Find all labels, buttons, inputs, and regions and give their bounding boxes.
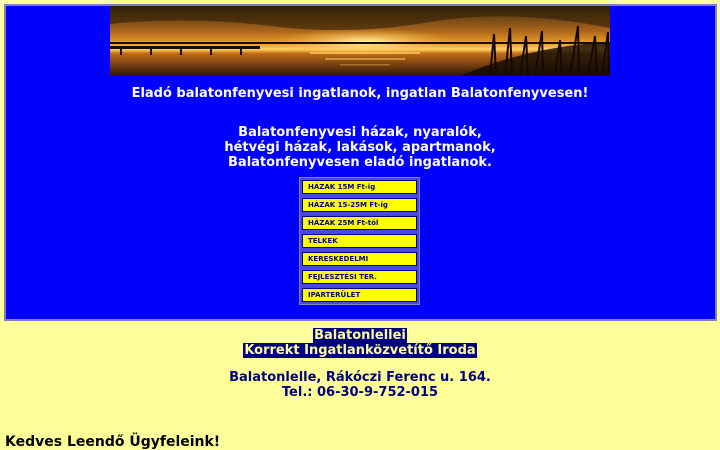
intro-text bbox=[0, 125, 720, 170]
menu-item-plots[interactable]: TELKEK bbox=[302, 234, 417, 248]
menu-item-industrial-area[interactable]: IPARTERÜLET bbox=[302, 288, 417, 302]
agency-name-line-2: Korrekt Ingatlanközvetítő Iroda bbox=[244, 343, 476, 358]
street-address: Balatonlelle, Rákóczi Ferenc u. 164. bbox=[229, 370, 491, 385]
intro-line-2: hétvégi házak, lakások, apartmanok, bbox=[224, 140, 496, 155]
intro-line-1: Balatonfenyvesi házak, nyaralók, bbox=[238, 125, 482, 140]
phone-number: Tel.: 06-30-9-752-015 bbox=[281, 385, 439, 400]
menu-item-commercial[interactable]: KERESKEDELMI bbox=[302, 252, 417, 266]
sunset-banner-image bbox=[110, 6, 610, 76]
menu-item-houses-over-25m[interactable]: HÁZAK 25M Ft-tól bbox=[302, 216, 417, 230]
agency-name-line-1: Balatonlellei bbox=[314, 328, 406, 343]
contact-info bbox=[0, 370, 720, 400]
intro-line-3: Balatonfenyvesen eladó ingatlanok. bbox=[228, 155, 492, 170]
menu-item-houses-under-15m[interactable]: HÁZAK 15M Ft-ig bbox=[302, 180, 417, 194]
greeting-heading: Kedves Leendő Ügyfeleink! bbox=[5, 434, 221, 450]
agency-name bbox=[0, 328, 720, 358]
menu-item-houses-15-25m[interactable]: HÁZAK 15-25M Ft-ig bbox=[302, 198, 417, 212]
category-menu bbox=[299, 177, 420, 305]
menu-item-development-areas[interactable]: FEJLESZTÉSI TER. bbox=[302, 270, 417, 284]
page-headline: Eladó balatonfenyvesi ingatlanok, ingatlan Balatonfenyvesen! bbox=[131, 86, 589, 101]
